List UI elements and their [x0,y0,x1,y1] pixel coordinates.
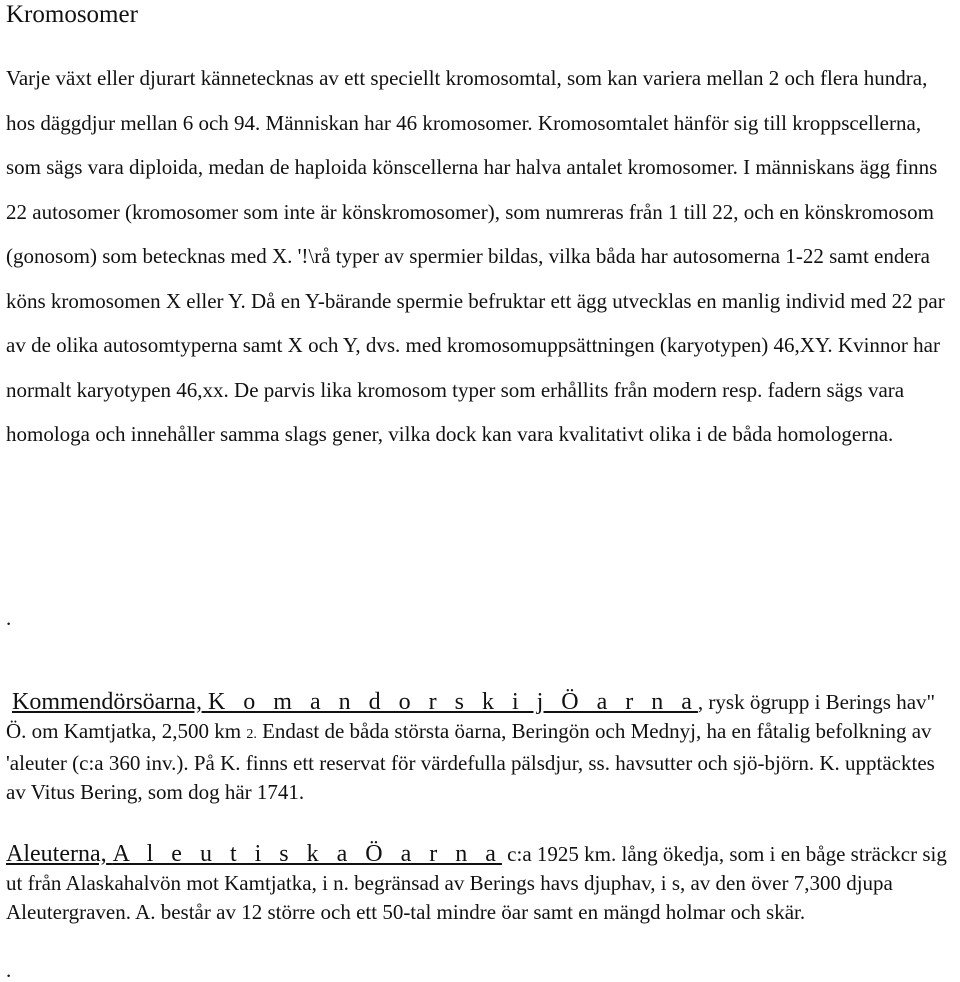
heading-kommendorsoarna-name: Kommendörsöarna, [12,689,202,715]
heading-aleuterna-name: Aleuterna, [6,841,107,867]
paragraph-aleuterna [6,840,956,927]
heading-aleuterna [6,841,502,867]
paragraph-kommendorsoarna [6,688,956,807]
paragraph-kromosomer: Varje växt eller djurart kännetecknas av ett speciellt kromosomtal, som kan variera mellan 2 och flera hundra, hos däggdjur mellan 6 och 94. Människan har 46 kromosomer. Kromosomtalet hänför sig till kroppscellerna, som sägs vara diploida, medan de haploida könscellerna har halva antalet kromosomer. I människans ägg finns 22 autosomer (kromosomer som inte är könskromosomer), som numreras från 1 till 22, och en könskromosom (gonosom) som betecknas med X. '!\rå typer av spermier bildas, vilka båda har autosomerna 1-22 samt endera köns kromosomen X eller Y. Då en Y-bärande spermie befruktar ett ägg utvecklas en manlig individ med 22 par av de olika autosomtyperna samt X och Y, dvs. med kromosomuppsättningen (karyotypen) 46,XY. Kvinnor har normalt karyotypen 46,xx. De parvis lika kromosom typer som erhållits från modern resp. fadern sägs vara homologa och innehåller samma slags gener, vilka dock kan vara kvalitativt olika i de båda homologerna. [6,66,945,446]
paragraph-kommendorsoarna-small: 2. [246,727,257,742]
separator-dot: . [6,606,12,630]
paragraph-aleuterna-body: c:a 1925 km. lång ökedja, som i en båge sträckcr sig ut från Alaskahalvön mot Kamtjatka, i n. begränsad av Berings havs djuphav, i s, av den över 7,300 djupa Aleutergraven. A. består av 12 större och ett 50-tal mindre öar samt en mängd holmar och skär. [6,842,947,924]
paragraph-kommendorsoarna-intro: , rysk ögrupp i Berings hav" Ö. om Kamtjatka, 2,500 km [6,690,936,743]
heading-kommendorsoarna-russian: K o m a n d o r s k i j Ö a r n a [207,689,698,715]
heading-kommendorsoarna [12,689,698,715]
paragraph-kommendorsoarna-body: Endast de båda största öarna, Beringön och Mednyj, ha en fåtalig befolkning av 'aleuter (c:a 360 inv.). På K. finns ett reservat för värdefulla pälsdjur, ss. havsutter och sjö-björn. K. upptäcktes av Vitus Bering, som dog här 1741. [6,719,935,804]
section-title-kromosomer: Kromosomer [6,1,138,28]
heading-aleuterna-islands: A l e u t i s k a Ö a r n a [112,841,502,867]
separator-dot-end: . [6,958,12,982]
